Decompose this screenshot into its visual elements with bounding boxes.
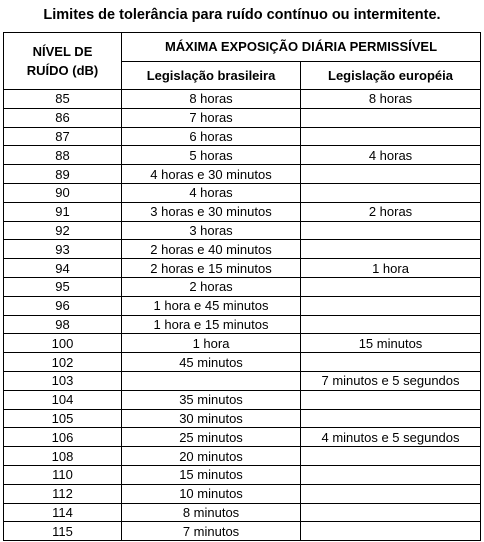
- table-row: [4, 296, 481, 315]
- table-row: [4, 90, 481, 109]
- cell-noise-level: 86: [4, 108, 122, 127]
- table-body: [4, 90, 481, 541]
- cell-noise-level: 93: [4, 240, 122, 259]
- table-row: [4, 428, 481, 447]
- cell-brazilian-limit: 3 horas: [122, 221, 301, 240]
- cell-brazilian-limit: 1 hora e 45 minutos: [122, 296, 301, 315]
- cell-brazilian-limit: 2 horas e 40 minutos: [122, 240, 301, 259]
- cell-noise-level: 88: [4, 146, 122, 165]
- cell-noise-level: 115: [4, 522, 122, 541]
- cell-noise-level: 106: [4, 428, 122, 447]
- cell-european-limit: [301, 447, 481, 466]
- cell-brazilian-limit: 8 horas: [122, 90, 301, 109]
- table-row: [4, 202, 481, 221]
- table-row: [4, 240, 481, 259]
- cell-noise-level: 110: [4, 465, 122, 484]
- table-row: [4, 447, 481, 466]
- cell-european-limit: [301, 165, 481, 184]
- cell-european-limit: [301, 240, 481, 259]
- cell-european-limit: 7 minutos e 5 segundos: [301, 371, 481, 390]
- cell-brazilian-limit: 5 horas: [122, 146, 301, 165]
- cell-european-limit: [301, 503, 481, 522]
- cell-european-limit: [301, 353, 481, 372]
- cell-noise-level: 87: [4, 127, 122, 146]
- cell-noise-level: 94: [4, 259, 122, 278]
- table-row: [4, 259, 481, 278]
- cell-european-limit: 8 horas: [301, 90, 481, 109]
- table-row: [4, 108, 481, 127]
- header-noise-level: [4, 33, 122, 90]
- table-row: [4, 334, 481, 353]
- header-max-exposure: MÁXIMA EXPOSIÇÃO DIÁRIA PERMISSÍVEL: [122, 33, 481, 62]
- cell-european-limit: [301, 522, 481, 541]
- cell-noise-level: 98: [4, 315, 122, 334]
- noise-tolerance-table: [3, 32, 481, 541]
- cell-noise-level: 102: [4, 353, 122, 372]
- table-row: [4, 371, 481, 390]
- table-row: [4, 390, 481, 409]
- cell-noise-level: 112: [4, 484, 122, 503]
- cell-brazilian-limit: 2 horas e 15 minutos: [122, 259, 301, 278]
- cell-european-limit: 4 minutos e 5 segundos: [301, 428, 481, 447]
- cell-european-limit: 15 minutos: [301, 334, 481, 353]
- cell-brazilian-limit: 2 horas: [122, 277, 301, 296]
- cell-european-limit: [301, 409, 481, 428]
- table-row: [4, 165, 481, 184]
- cell-european-limit: [301, 390, 481, 409]
- cell-brazilian-limit: 15 minutos: [122, 465, 301, 484]
- cell-european-limit: 1 hora: [301, 259, 481, 278]
- cell-noise-level: 95: [4, 277, 122, 296]
- cell-noise-level: 114: [4, 503, 122, 522]
- table-row: [4, 409, 481, 428]
- table-row: [4, 465, 481, 484]
- cell-european-limit: [301, 183, 481, 202]
- cell-brazilian-limit: 45 minutos: [122, 353, 301, 372]
- cell-brazilian-limit: 6 horas: [122, 127, 301, 146]
- table-row: [4, 127, 481, 146]
- cell-noise-level: 91: [4, 202, 122, 221]
- cell-brazilian-limit: 7 minutos: [122, 522, 301, 541]
- cell-noise-level: 100: [4, 334, 122, 353]
- cell-brazilian-limit: 1 hora: [122, 334, 301, 353]
- cell-brazilian-limit: 20 minutos: [122, 447, 301, 466]
- table-row: [4, 146, 481, 165]
- cell-european-limit: [301, 221, 481, 240]
- table-row: [4, 183, 481, 202]
- cell-noise-level: 85: [4, 90, 122, 109]
- cell-brazilian-limit: 4 horas e 30 minutos: [122, 165, 301, 184]
- cell-european-limit: 2 horas: [301, 202, 481, 221]
- table-row: [4, 503, 481, 522]
- cell-brazilian-limit: 25 minutos: [122, 428, 301, 447]
- table-row: [4, 221, 481, 240]
- header-european-legislation: Legislação européia: [301, 61, 481, 90]
- table-row: [4, 277, 481, 296]
- cell-european-limit: [301, 277, 481, 296]
- cell-european-limit: [301, 127, 481, 146]
- table-row: [4, 522, 481, 541]
- cell-european-limit: [301, 296, 481, 315]
- cell-brazilian-limit: 7 horas: [122, 108, 301, 127]
- cell-european-limit: [301, 465, 481, 484]
- header-noise-level-line1: NÍVEL DE: [32, 44, 93, 59]
- table-row: [4, 484, 481, 503]
- cell-european-limit: [301, 315, 481, 334]
- table-row: [4, 315, 481, 334]
- cell-brazilian-limit: 4 horas: [122, 183, 301, 202]
- cell-brazilian-limit: 8 minutos: [122, 503, 301, 522]
- cell-noise-level: 92: [4, 221, 122, 240]
- cell-brazilian-limit: 3 horas e 30 minutos: [122, 202, 301, 221]
- table-row: [4, 353, 481, 372]
- header-brazilian-legislation: Legislação brasileira: [122, 61, 301, 90]
- cell-european-limit: [301, 108, 481, 127]
- page-title: Limites de tolerância para ruído contínuo ou intermitente.: [43, 7, 441, 23]
- cell-brazilian-limit: [122, 371, 301, 390]
- cell-noise-level: 105: [4, 409, 122, 428]
- cell-noise-level: 104: [4, 390, 122, 409]
- cell-noise-level: 103: [4, 371, 122, 390]
- cell-noise-level: 90: [4, 183, 122, 202]
- cell-noise-level: 108: [4, 447, 122, 466]
- header-noise-level-line2: RUÍDO (dB): [26, 63, 99, 78]
- cell-noise-level: 89: [4, 165, 122, 184]
- cell-european-limit: 4 horas: [301, 146, 481, 165]
- cell-brazilian-limit: 1 hora e 15 minutos: [122, 315, 301, 334]
- cell-european-limit: [301, 484, 481, 503]
- cell-noise-level: 96: [4, 296, 122, 315]
- cell-brazilian-limit: 35 minutos: [122, 390, 301, 409]
- cell-brazilian-limit: 10 minutos: [122, 484, 301, 503]
- cell-brazilian-limit: 30 minutos: [122, 409, 301, 428]
